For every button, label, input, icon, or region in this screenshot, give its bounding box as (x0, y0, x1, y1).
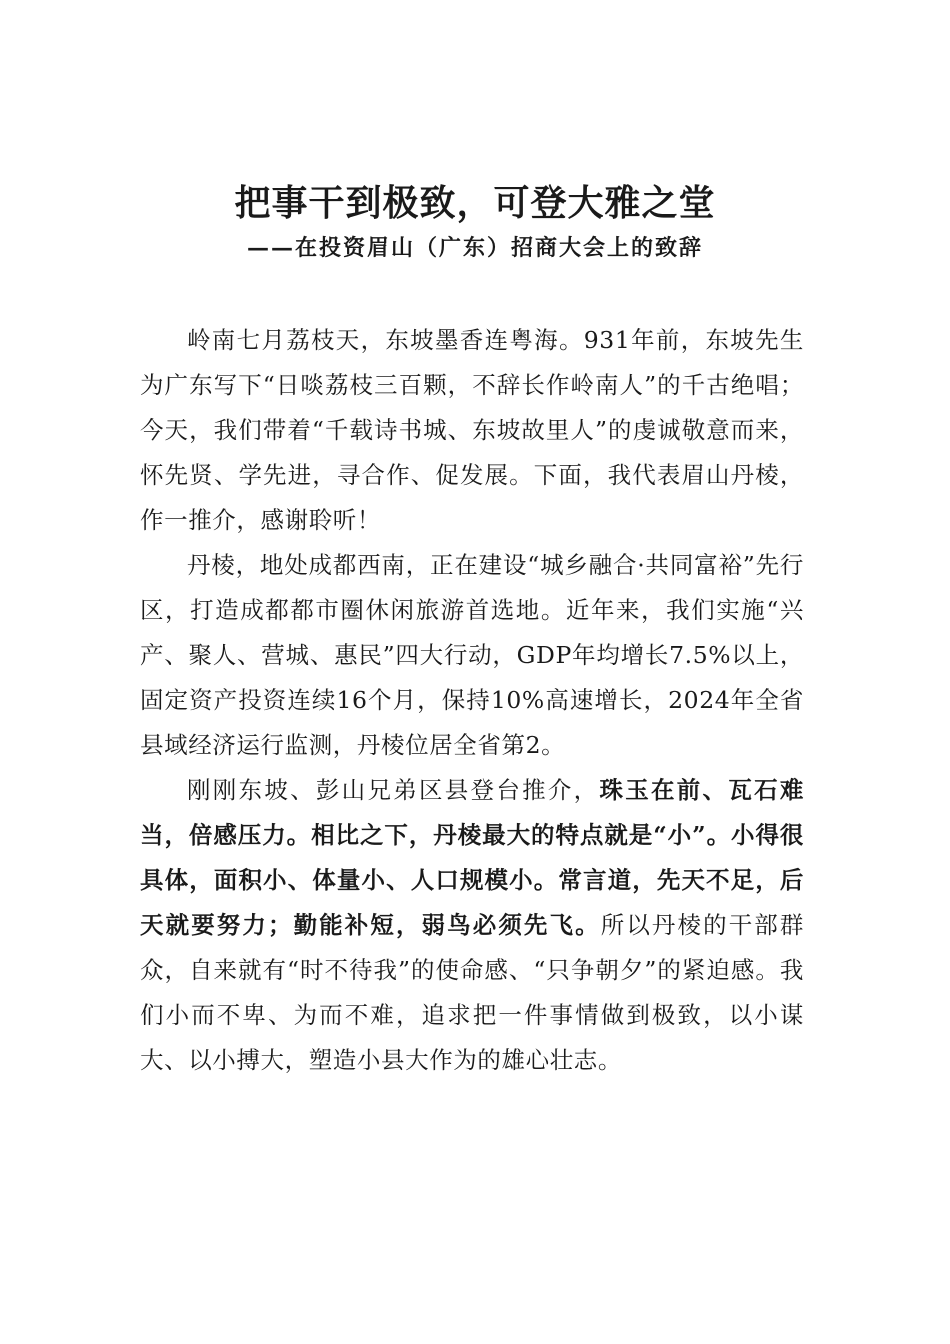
paragraph-tail-text: 所以丹棱的干部群众，自来就有“时不待我”的使命感、“只争朝夕”的紧迫感。我们小而不卑、为而不难，追求把一件事情做到极致，以小谋大、以小搏大，塑造小县大作为的雄心壮志。 (140, 911, 804, 1074)
paragraph-bold-text: 珠玉在前、瓦石难当，倍感压力。相比之下，丹棱最大的特点就是“小”。小得很具体，面积小、体量小、人口规模小。常言道，先天不足，后天就要努力；勤能补短，弱鸟必须先飞。 (140, 776, 804, 939)
document-body (140, 318, 804, 1083)
document-subtitle: ——在投资眉山（广东）招商大会上的致辞 (246, 235, 703, 261)
paragraph-lead-text: 刚刚东坡、彭山兄弟区县登台推介， (187, 776, 600, 804)
paragraph-danleng-overview: 丹棱，地处成都西南，正在建设“城乡融合·共同富裕”先行区，打造成都都市圈休闲旅游首选地。近年来，我们实施“兴产、聚人、营城、惠民”四大行动，GDP年均增长7.5%以上，固定资产投资连续16个月，保持10%高速增长，2024年全省县域经济运行监测，丹棱位居全省第2。 (140, 551, 804, 759)
paragraph-small-county (140, 768, 804, 1083)
paragraph-intro: 岭南七月荔枝天，东坡墨香连粤海。931年前，东坡先生为广东写下“日啖荔枝三百颗，不辞长作岭南人”的千古绝唱；今天，我们带着“千载诗书城、东坡故里人”的虔诚敬意而来，怀先贤、学先进，寻合作、促发展。下面，我代表眉山丹棱，作一推介，感谢聆听！ (140, 326, 804, 534)
document-title: 把事干到极致，可登大雅之堂 (234, 182, 716, 224)
